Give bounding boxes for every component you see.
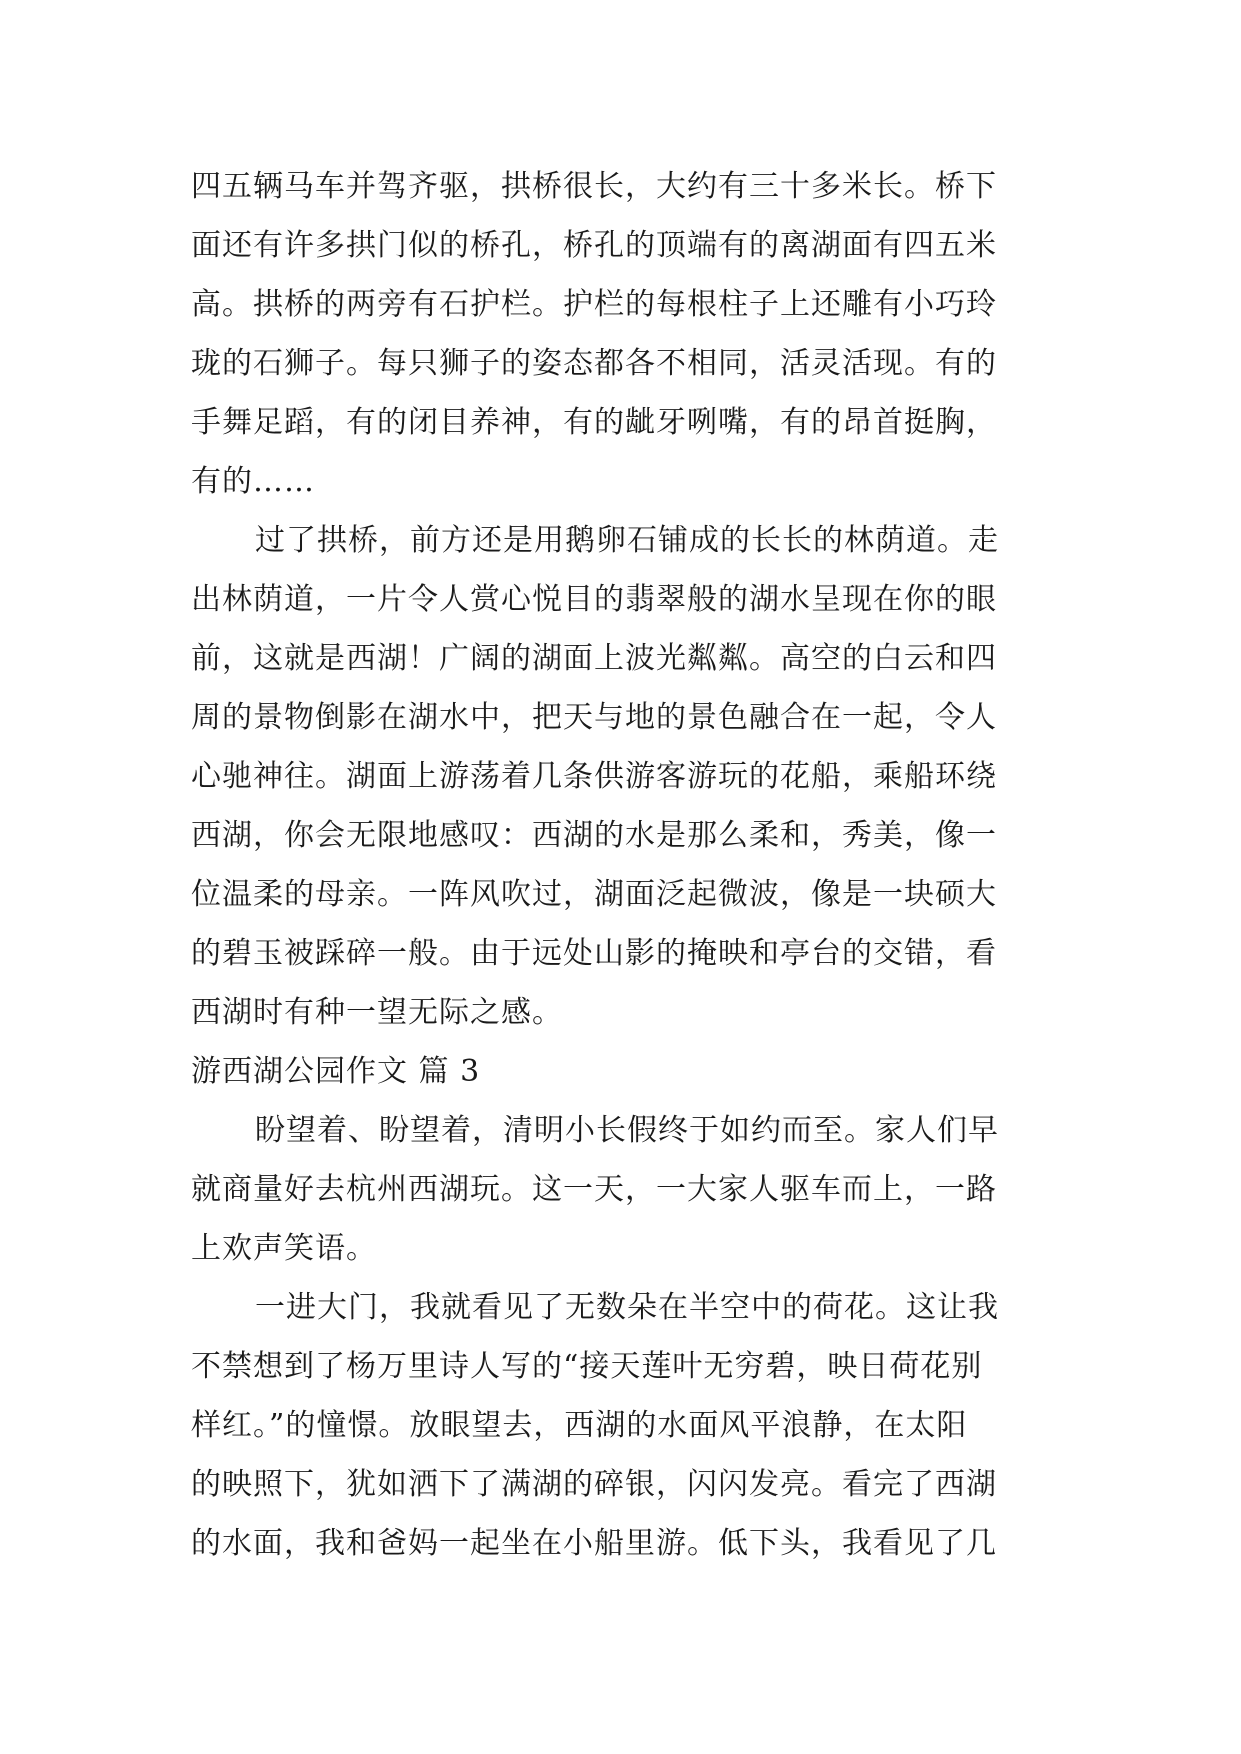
text-line: 面还有许多拱门似的桥孔，桥孔的顶端有的离湖面有四五米: [191, 228, 997, 263]
text-line: 就商量好去杭州西湖玩。这一天，一大家人驱车而上，一路: [191, 1172, 997, 1207]
text-line: 西湖时有种一望无际之感。: [191, 995, 563, 1030]
text-line: 过了拱桥，前方还是用鹅卵石铺成的长长的林荫道。走: [255, 523, 999, 558]
text-line: 珑的石狮子。每只狮子的姿态都各不相同，活灵活现。有的: [191, 346, 997, 381]
text-line: 一进大门，我就看见了无数朵在半空中的荷花。这让我: [255, 1290, 999, 1325]
essay-text: [191, 157, 1061, 1573]
text-line: 手舞足蹈，有的闭目养神，有的龇牙咧嘴，有的昂首挺胸，: [191, 405, 997, 440]
text-line: 西湖，你会无限地感叹：西湖的水是那么柔和，秀美，像一: [191, 818, 997, 853]
text-line: 上欢声笑语。: [191, 1231, 377, 1266]
text-line: 的碧玉被踩碎一般。由于远处山影的掩映和亭台的交错，看: [191, 936, 997, 971]
text-line: 出林荫道，一片令人赏心悦目的翡翠般的湖水呈现在你的眼: [191, 582, 997, 617]
text-line: 周的景物倒影在湖水中，把天与地的景色融合在一起，令人: [191, 700, 997, 735]
text-line: 的水面，我和爸妈一起坐在小船里游。低下头，我看见了几: [191, 1526, 997, 1561]
text-line: 四五辆马车并驾齐驱，拱桥很长，大约有三十多米长。桥下: [191, 169, 997, 204]
text-line: 样红。”的憧憬。放眼望去，西湖的水面风平浪静，在太阳: [191, 1408, 968, 1443]
text-line: 高。拱桥的两旁有石护栏。护栏的每根柱子上还雕有小巧玲: [191, 287, 997, 322]
text-line: 位温柔的母亲。一阵风吹过，湖面泛起微波，像是一块硕大: [191, 877, 997, 912]
text-line: 心驰神往。湖面上游荡着几条供游客游玩的花船，乘船环绕: [191, 759, 997, 794]
section-heading: 游西湖公园作文 篇 3: [191, 1054, 481, 1089]
text-line: 的映照下，犹如洒下了满湖的碎银，闪闪发亮。看完了西湖: [191, 1467, 997, 1502]
text-line: 有的……: [191, 464, 315, 499]
text-line: 前，这就是西湖！广阔的湖面上波光粼粼。高空的白云和四: [191, 641, 997, 676]
text-line: 不禁想到了杨万里诗人写的“接天莲叶无穷碧，映日荷花别: [191, 1349, 983, 1384]
text-line: 盼望着、盼望着，清明小长假终于如约而至。家人们早: [255, 1113, 999, 1148]
